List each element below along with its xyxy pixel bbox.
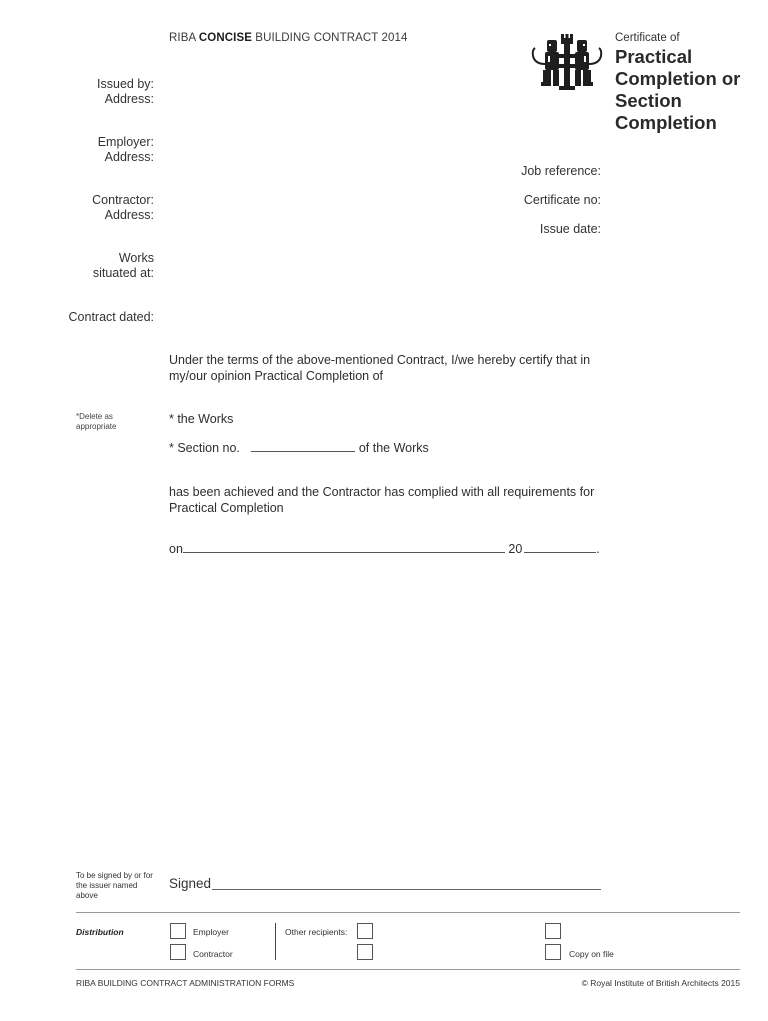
works-situated-label: situated at: <box>92 266 154 280</box>
signature-note-line-3: above <box>76 891 98 900</box>
certificate-heading <box>615 32 740 134</box>
employer-label: Employer: <box>97 135 154 149</box>
contractor-checkbox-label: Contractor <box>193 949 233 959</box>
distribution-label: Distribution <box>76 927 124 937</box>
contractor-checkbox[interactable] <box>170 944 186 960</box>
on-label: on <box>169 542 183 556</box>
copy-on-file-checkbox[interactable] <box>545 944 561 960</box>
certification-intro <box>169 352 590 384</box>
employer-address-label: Address: <box>104 150 154 164</box>
contract-title-bold: CONCISE <box>198 32 253 44</box>
issuer-address-label: Address: <box>104 92 154 106</box>
achieved-line-2: Practical Completion <box>169 501 284 515</box>
signature-line[interactable] <box>212 889 601 890</box>
achieved-line-1: has been achieved and the Contractor has complied with all requirements for <box>169 485 595 499</box>
other-recipients-label: Other recipients: <box>285 927 348 937</box>
intro-line-1: Under the terms of the above-mentioned Contract, I/we hereby certify that in <box>169 353 591 367</box>
footer-forms-title: RIBA BUILDING CONTRACT ADMINISTRATION FORMS <box>76 978 295 988</box>
option-section <box>169 440 429 456</box>
contract-title <box>169 32 407 44</box>
intro-line-2: my/our opinion Practical Completion of <box>169 369 383 383</box>
extra-recipient-checkbox[interactable] <box>545 923 561 939</box>
certificate-title-line-2: Completion or <box>615 68 741 89</box>
certificate-title-line-3: Section <box>615 90 682 111</box>
signature-note <box>76 871 153 901</box>
employer-checkbox[interactable] <box>170 923 186 939</box>
employer-checkbox-label: Employer <box>193 927 229 937</box>
delete-note-line-2: appropriate <box>76 422 117 431</box>
completion-date-row <box>169 541 600 557</box>
contractor-label: Contractor: <box>92 193 154 207</box>
year-prefix: 20 <box>508 542 523 556</box>
contractor-address-label: Address: <box>104 208 154 222</box>
signed-label: Signed <box>169 876 212 891</box>
job-reference-label: Job reference: <box>521 164 601 178</box>
signature-note-line-1: To be signed by or for <box>76 871 153 880</box>
copy-on-file-label: Copy on file <box>569 949 614 959</box>
period: . <box>596 542 600 556</box>
certificate-pre-title: Certificate of <box>615 32 680 44</box>
certificate-title-line-1: Practical <box>615 46 693 67</box>
completion-year-field[interactable] <box>524 541 596 553</box>
delete-note-line-1: *Delete as <box>76 412 113 421</box>
certificate-no-label: Certificate no: <box>523 193 601 207</box>
signature-note-line-2: the issuer named <box>76 881 138 890</box>
section-no-field[interactable] <box>251 440 355 452</box>
completion-date-field[interactable] <box>183 541 505 553</box>
section-no-label: * Section no. <box>169 441 240 455</box>
option-the-works[interactable]: * the Works <box>169 412 234 426</box>
contract-dated-label: Contract dated: <box>68 310 154 324</box>
divider-top <box>76 912 740 913</box>
riba-logo-icon <box>527 34 607 92</box>
achieved-statement <box>169 484 594 516</box>
divider-bottom <box>76 969 740 970</box>
contract-title-suffix: BUILDING CONTRACT 2014 <box>252 32 408 44</box>
distribution-separator <box>275 923 276 960</box>
of-the-works-label: of the Works <box>358 441 429 455</box>
issued-by-label: Issued by: <box>97 77 154 91</box>
contract-title-prefix: RIBA <box>169 32 199 44</box>
delete-note <box>76 412 116 432</box>
other-recipient-checkbox-2[interactable] <box>357 944 373 960</box>
other-recipient-checkbox-1[interactable] <box>357 923 373 939</box>
certificate-title-line-4: Completion <box>615 112 717 133</box>
works-label: Works <box>118 251 154 265</box>
issue-date-label: Issue date: <box>539 222 601 236</box>
footer-copyright: © Royal Institute of British Architects 2015 <box>581 978 740 988</box>
